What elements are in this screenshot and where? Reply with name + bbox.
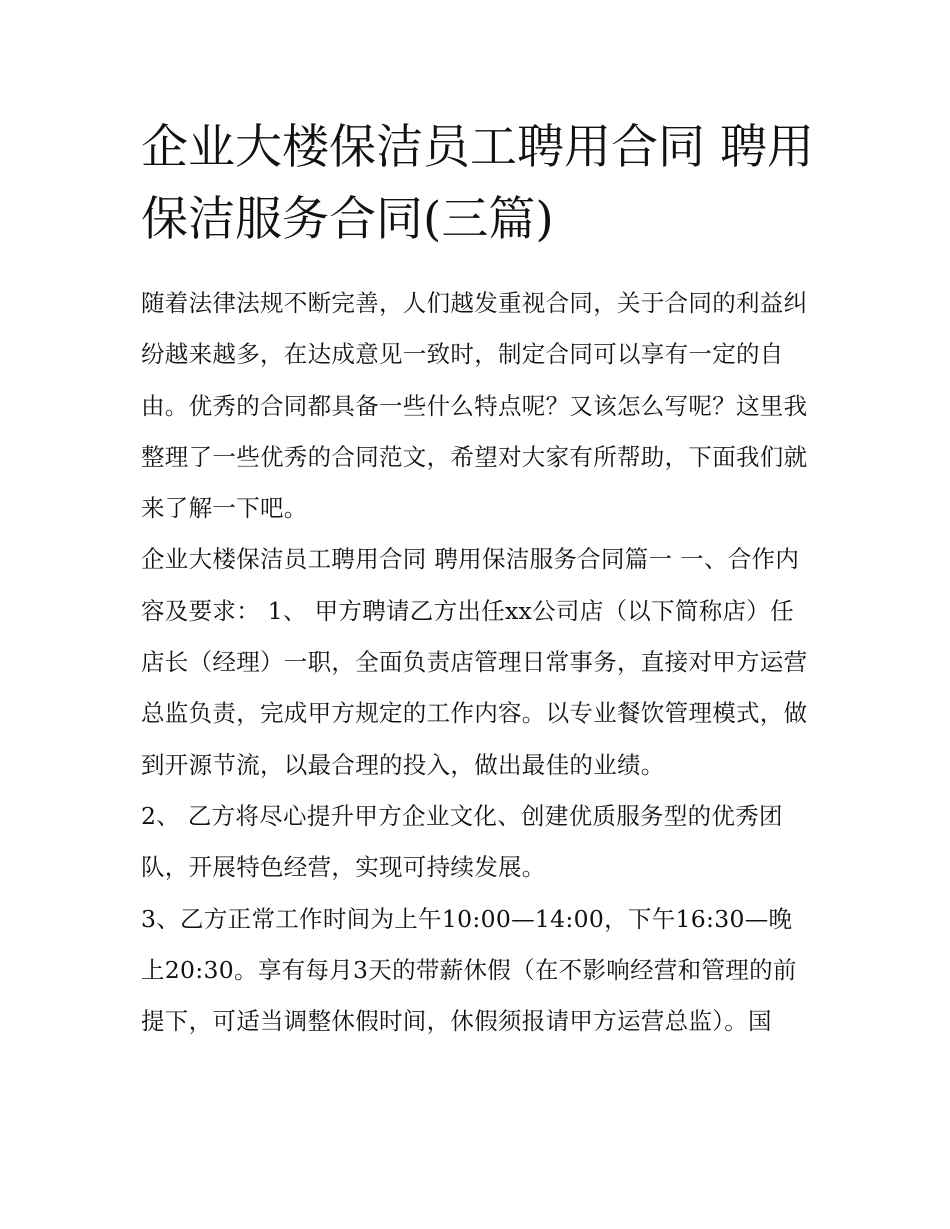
document-title: 企业大楼保洁员工聘用合同 聘用保洁服务合同(三篇) (141, 120, 814, 247)
contract-section-2-paragraph: 2、 乙方将尽心提升甲方企业文化、创建优质服务型的优秀团队，开展特色经营，实现可持续发展。 (141, 801, 783, 882)
intro-paragraph: 随着法律法规不断完善，人们越发重视合同，关于合同的利益纠纷越来越多，在达成意见一致时，制定合同可以享有一定的自由。优秀的合同都具备一些什么特点呢？又该怎么写呢？这里我整理了一些优秀的合同范文，希望对大家有所帮助，下面我们就来了解一下吧。 (141, 289, 808, 523)
document-page (141, 112, 816, 1047)
contract-section-3-paragraph: 3、乙方正常工作时间为上午10:00—14:00，下午16:30—晚上20:30。享有每月3天的带薪休假（在不影响经营和管理的前提下，可适当调整休假时间，休假须报请甲方运营总监）。国 (141, 904, 797, 1036)
contract-section-1-paragraph: 企业大楼保洁员工聘用合同 聘用保洁服务合同篇一 一、合作内容及要求： 1、 甲方聘请乙方出任xx公司店（以下简称店）任店长（经理）一职，全面负责店管理日常事务，直接对甲方运营总监负责，完成甲方规定的工作内容。以专业餐饮管理模式，做到开源节流，以最合理的投入，做出最佳的业绩。 (141, 545, 808, 779)
